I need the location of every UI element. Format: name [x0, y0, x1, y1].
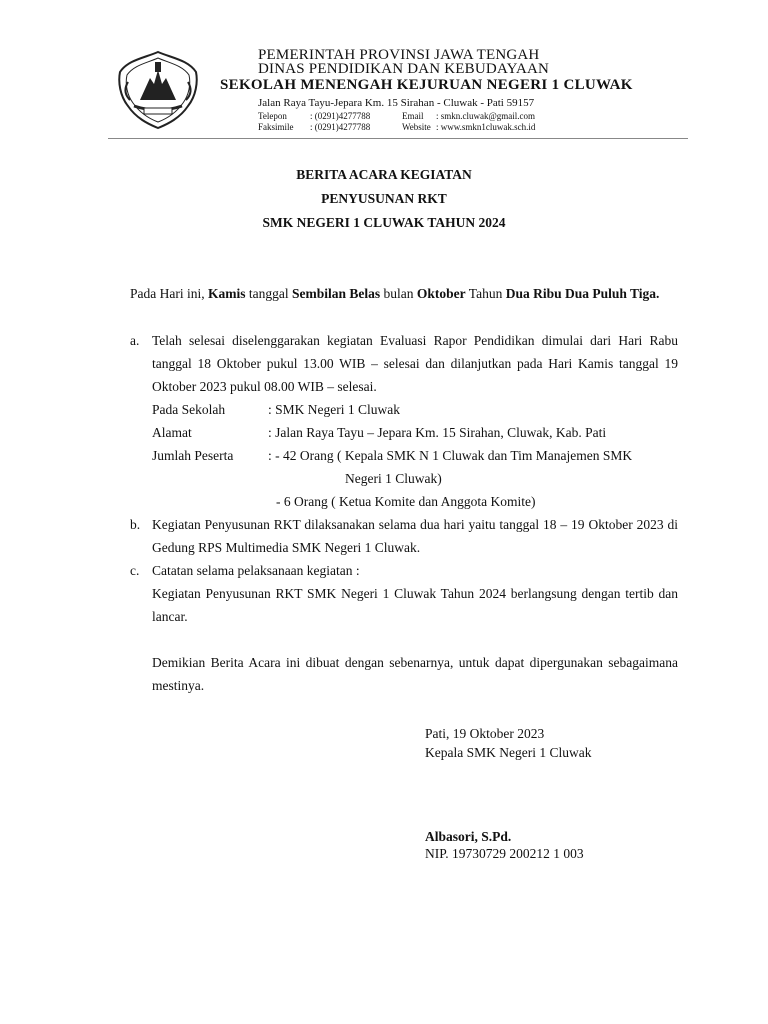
alamat-label: Alamat	[152, 425, 192, 440]
signature-place-date: Pati, 19 Oktober 2023	[425, 726, 545, 741]
letterhead-contacts	[220, 111, 690, 135]
provincial-emblem-icon	[114, 48, 202, 130]
sekolah-row	[130, 398, 678, 421]
list-item-c	[130, 559, 678, 628]
list-item-a	[130, 329, 678, 398]
intro-text: Tahun	[465, 286, 506, 301]
list-marker-c: c.	[130, 563, 140, 578]
closing-paragraph: Demikian Berita Acara ini dibuat dengan sebenarnya, untuk dapat dipergunakan sebagaimana mestinya.	[152, 655, 678, 693]
peserta-value-2: - 6 Orang ( Ketua Komite dan Anggota Komite)	[276, 494, 536, 509]
sekolah-value: : SMK Negeri 1 Cluwak	[268, 402, 400, 417]
email-value: : smkn.cluwak@gmail.com	[436, 111, 536, 121]
peserta-row-2	[130, 490, 678, 513]
letterhead-department: DINAS PENDIDIKAN DAN KEBUDAYAAN	[258, 61, 550, 77]
alamat-row	[130, 421, 678, 444]
letterhead-text	[220, 48, 690, 135]
list-item-b	[130, 513, 678, 559]
intro-paragraph	[130, 282, 678, 305]
telepon-value: : (0291)4277788	[310, 111, 371, 121]
item-a-text: Telah selesai diselenggarakan kegiatan Evaluasi Rapor Pendidikan dimulai dari Hari Rabu tanggal 18 Oktober pukul 13.00 WIB – selesai dan dilanjutkan pada Hari Kamis tanggal 19 Oktober 2023 pukul 08.00 WIB – selesai.	[152, 333, 678, 394]
faksimile-label: Faksimile	[258, 122, 294, 132]
item-c-heading: Catatan selama pelaksanaan kegiatan :	[152, 563, 360, 578]
intro-text: bulan	[380, 286, 417, 301]
peserta-value-1: : - 42 Orang ( Kepala SMK N 1 Cluwak dan Tim Manajemen SMK	[268, 448, 633, 463]
letterhead-address: Jalan Raya Tayu-Jepara Km. 15 Sirahan - Cluwak - Pati 59157	[258, 97, 535, 109]
intro-year: Dua Ribu Dua Puluh Tiga.	[505, 286, 660, 301]
intro-day: Kamis	[207, 286, 246, 301]
faksimile-value: : (0291)4277788	[310, 122, 371, 132]
activity-list	[130, 329, 678, 697]
peserta-row-cont	[130, 467, 678, 490]
peserta-value-1-cont: Negeri 1 Cluwak)	[345, 471, 442, 486]
doc-title-line3: SMK NEGERI 1 CLUWAK TAHUN 2024	[262, 215, 506, 230]
intro-date: Sembilan Belas	[292, 286, 381, 301]
telepon-label: Telepon	[258, 111, 287, 121]
peserta-row	[130, 444, 678, 467]
sekolah-label: Pada Sekolah	[152, 402, 226, 417]
peserta-label: Jumlah Peserta	[152, 448, 234, 463]
intro-text: Pada Hari ini,	[130, 286, 208, 301]
signature-name: Albasori, S.Pd.	[425, 829, 512, 844]
signature-position: Kepala SMK Negeri 1 Cluwak	[425, 745, 592, 760]
website-value: : www.smkn1cluwak.sch.id	[436, 122, 536, 132]
doc-title-line2: PENYUSUNAN RKT	[321, 191, 447, 206]
item-c-text: Kegiatan Penyusunan RKT SMK Negeri 1 Cluwak Tahun 2024 berlangsung dengan tertib dan lancar.	[152, 586, 678, 624]
intro-text: tanggal	[245, 286, 292, 301]
intro-month: Oktober	[416, 286, 466, 301]
letterhead	[108, 46, 688, 139]
list-marker-a: a.	[130, 333, 140, 348]
doc-title-line1: BERITA ACARA KEGIATAN	[296, 167, 472, 182]
list-marker-b: b.	[130, 517, 141, 532]
website-label: Website	[402, 122, 431, 132]
signature-nip: NIP. 19730729 200212 1 003	[425, 846, 584, 861]
letterhead-school: SEKOLAH MENENGAH KEJURUAN NEGERI 1 CLUWAK	[220, 77, 633, 93]
item-b-text: Kegiatan Penyusunan RKT dilaksanakan selama dua hari yaitu tanggal 18 – 19 Oktober 2023 di Gedung RPS Multimedia SMK Negeri 1 Cluwak.	[152, 517, 678, 555]
email-label: Email	[402, 111, 424, 121]
alamat-value: : Jalan Raya Tayu – Jepara Km. 15 Sirahan, Cluwak, Kab. Pati	[268, 425, 607, 440]
letterhead-government: PEMERINTAH PROVINSI JAWA TENGAH	[258, 47, 540, 63]
